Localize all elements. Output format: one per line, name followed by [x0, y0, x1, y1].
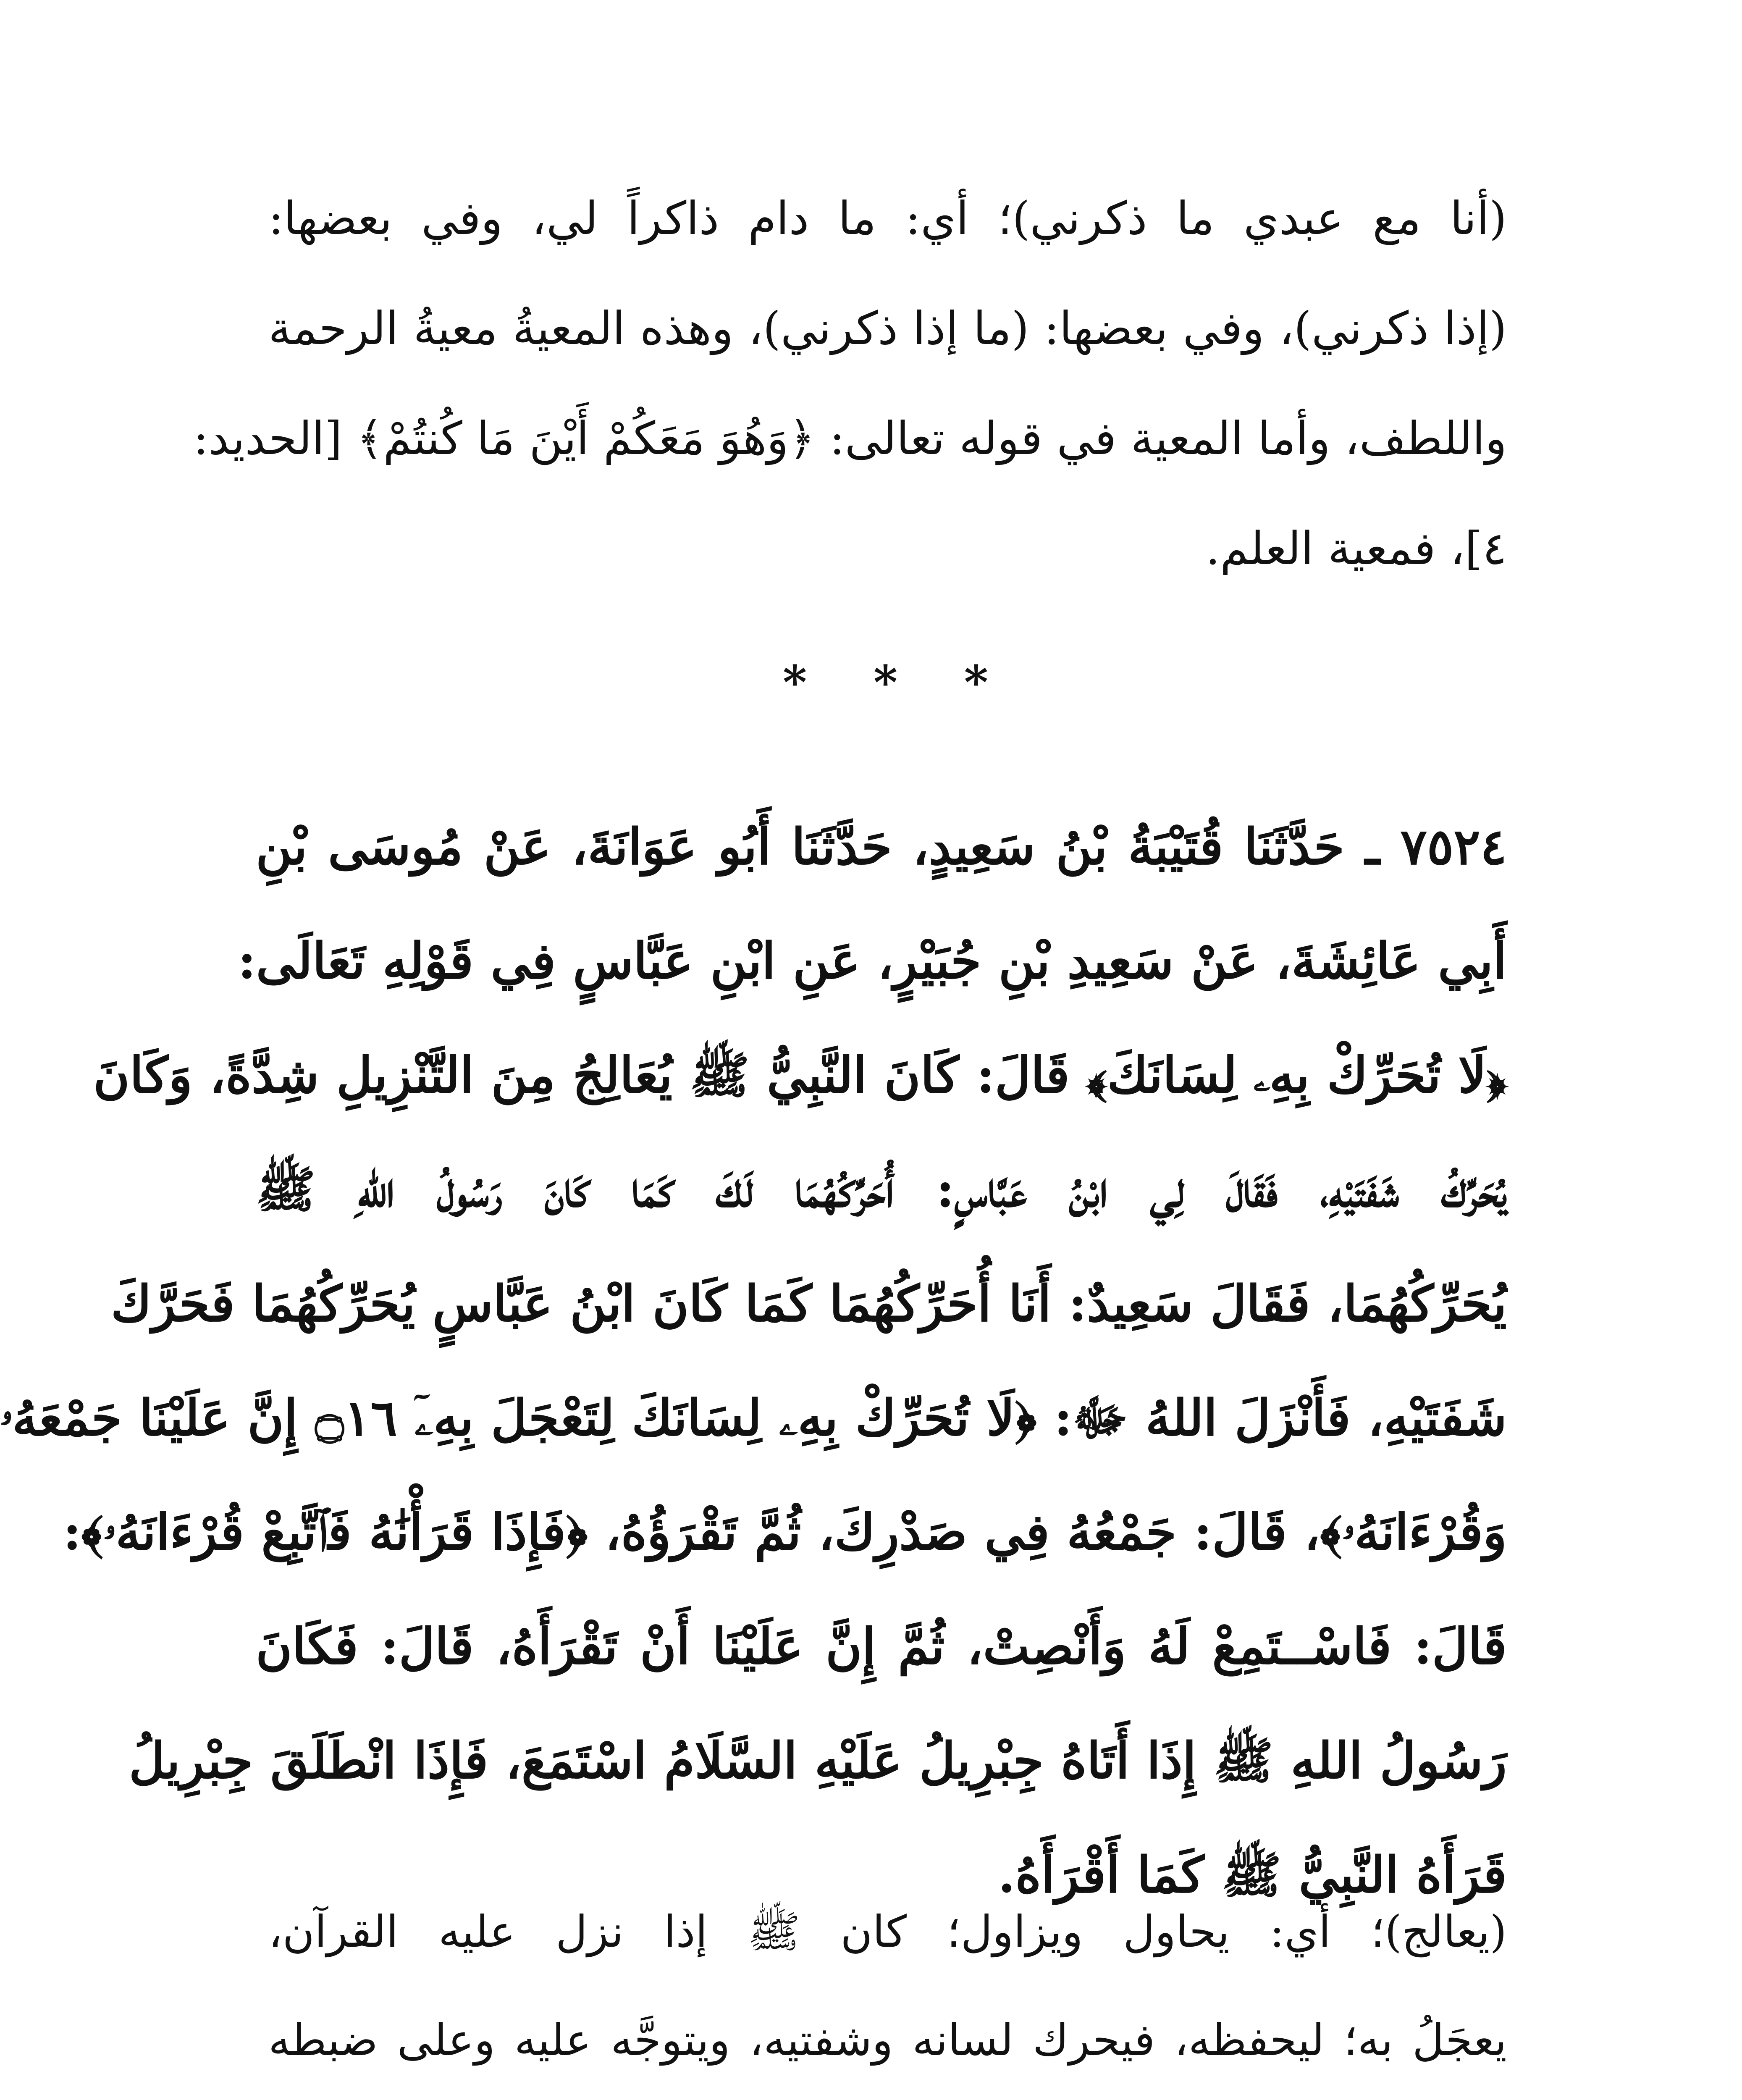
text-line: قَالَ: فَاسْــتَمِعْ لَهُ وَأَنْصِتْ، ثُمَّ إِنَّ عَلَيْنَا أَنْ تَقْرَأَهُ، قَالَ: فَكَانَ	[256, 1617, 1507, 1675]
text-line: واللطف، وأما المعية في قوله تعالى: ﴿وَهُوَ مَعَكُمْ أَيْنَ مَا كُنتُمْ﴾ [الحديد:	[193, 412, 1507, 465]
text-line	[268, 2094, 1507, 2100]
text-line: يعجَلُ به؛ ليحفظه، فيحرك لسانه وشفتيه، ويتوجَّه عليه وعلى ضبطه	[268, 2014, 1507, 2066]
text-line: ٤]، فمعية العلم.	[1205, 522, 1507, 575]
hadith-paragraph	[0, 790, 1507, 1932]
text-line: يُحَرِّكُهُمَا، فَقَالَ سَعِيدٌ: أَنَا أُحَرِّكُهُمَا كَمَا كَانَ ابْنُ عَبَّاسٍ يُحَرِّكُهُمَا فَحَرَّكَ	[111, 1274, 1507, 1333]
text-line: ٧٥٢٤ ـ حَدَّثَنَا قُتَيْبَةُ بْنُ سَعِيدٍ، حَدَّثَنَا أَبُو عَوَانَةَ، عَنْ مُوسَى بْنِ	[256, 817, 1507, 876]
text-line: (يعالج)؛ أي: يحاول ويزاول؛ كان ﷺ إذا نزل عليه القرآن،	[268, 1906, 1507, 1957]
text-line: (إذا ذكرني)، وفي بعضها: (ما إذا ذكرني)، وهذه المعيةُ معيةُ الرحمة	[268, 302, 1507, 355]
text-line: شَفَتَيْهِ، فَأَنْزَلَ اللهُ ﷻ: ﴿لَا تُحَرِّكْ بِهِۦ لِسَانَكَ لِتَعْجَلَ بِهِۦٓ ۝١٦ إِنَّ عَلَيْنَا جَمْعَهُۥ	[0, 1389, 1507, 1447]
text-line: أَبِي عَائِشَةَ، عَنْ سَعِيدِ بْنِ جُبَيْرٍ، عَنِ ابْنِ عَبَّاسٍ فِي قَوْلِهِ تَعَالَى:	[238, 932, 1507, 990]
commentary-paragraph-bottom	[268, 1877, 1507, 2100]
text-line: يُحَرِّكُ شَفَتَيْهِ، فَقَالَ لِي ابْنُ عَبَّاسٍ: أُحَرِّكُهُمَا لَكَ كَمَا كَانَ رَسُولُ اللهِ ﷺ	[256, 1160, 1507, 1218]
section-separator: * * *	[782, 655, 1014, 709]
text-line: (أنا مع عبدي ما ذكرني)؛ أي: ما دام ذاكراً لي، وفي بعضها:	[268, 192, 1507, 245]
text-line: قَرَأَهُ النَّبِيُّ ﷺ كَمَا أَقْرَأَهُ.	[998, 1845, 1507, 1904]
text-line: وَقُرْءَانَهُۥ﴾، قَالَ: جَمْعُهُ فِي صَدْرِكَ، ثُمَّ تَقْرَؤُهُ، ﴿فَإِذَا قَرَأْنَٰهُ فَٱتَّبِعْ قُرْءَانَهُۥ﴾:	[63, 1503, 1507, 1561]
commentary-paragraph-top	[193, 164, 1507, 604]
text-line: رَسُولُ اللهِ ﷺ إِذَا أَتَاهُ جِبْرِيلُ عَلَيْهِ السَّلَامُ اسْتَمَعَ، فَإِذَا انْطَلَقَ جِبْرِيلُ	[129, 1731, 1507, 1790]
text-line: ﴿لَا تُحَرِّكْ بِهِۦ لِسَانَكَ﴾ قَالَ: كَانَ النَّبِيُّ ﷺ يُعَالِجُ مِنَ التَّنْزِيلِ شِدَّةً، وَكَانَ	[93, 1046, 1507, 1104]
